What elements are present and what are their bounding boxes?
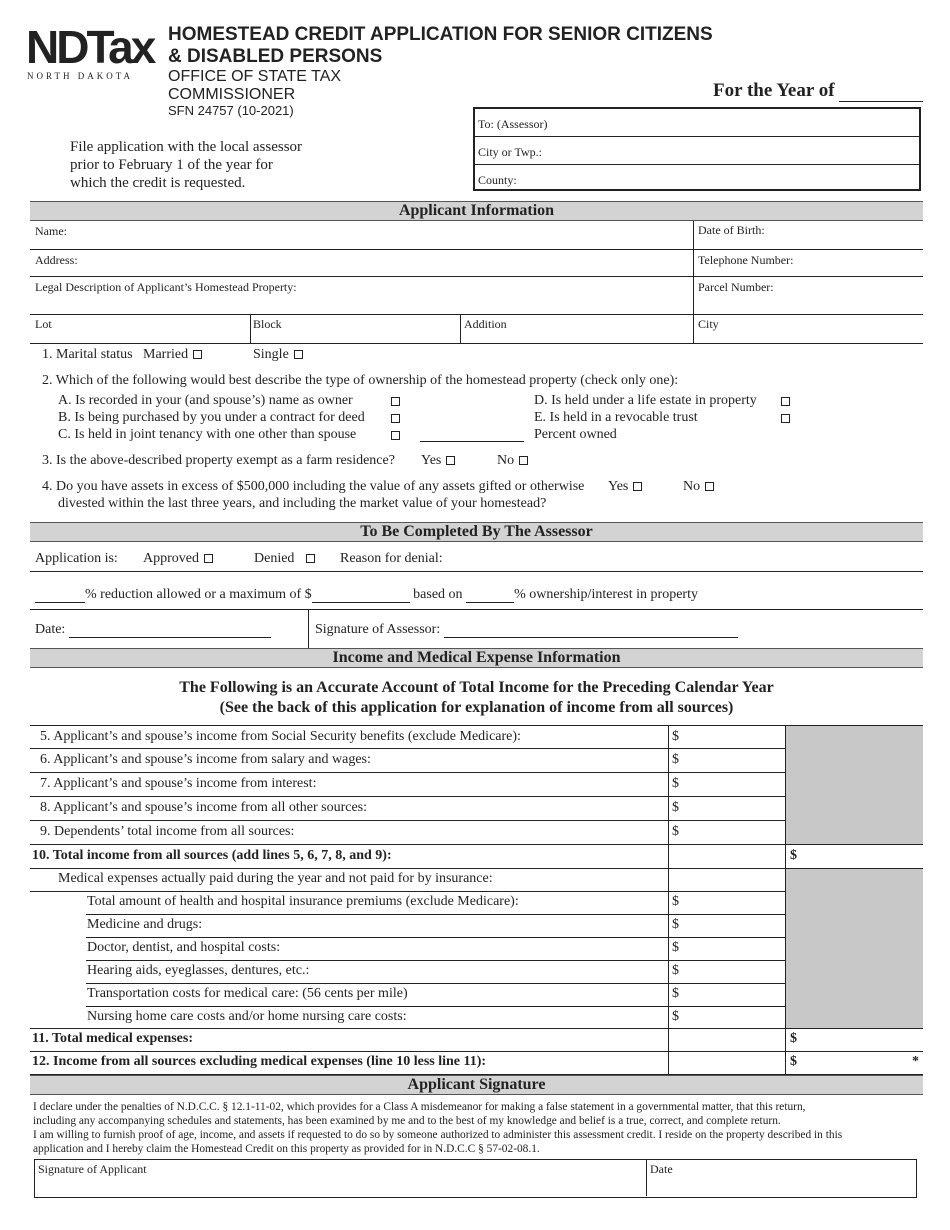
section-applicant-information: Applicant Information: [30, 201, 923, 221]
year-field[interactable]: [713, 80, 923, 102]
line-6-amount-input[interactable]: $: [672, 752, 679, 767]
max-amount-input[interactable]: [312, 590, 410, 603]
no-label: No: [683, 479, 701, 494]
q1-single-option[interactable]: [253, 347, 303, 363]
q2-label: 2. Which of the following would best describe the type of ownership of the homestead property (check only one):: [42, 373, 679, 388]
q1-married-option[interactable]: [143, 347, 202, 363]
reduction-text-b: based on: [413, 587, 463, 602]
transport-amount-input[interactable]: $: [672, 986, 679, 1001]
declaration-line: I declare under the penalties of N.D.C.C. § 12.1-11-02, which provides for a Class A misdemeanor for making a false statement in a governmental matter, that this return,: [33, 1101, 806, 1113]
q3-label: 3. Is the above-described property exempt as a farm residence?: [42, 453, 395, 468]
line-11-total-input[interactable]: $: [790, 1031, 797, 1046]
reduction-percent-input[interactable]: [35, 590, 85, 603]
single-label: Single: [253, 347, 289, 362]
parcel-number-field[interactable]: Parcel Number:: [698, 280, 774, 294]
file-note-line: prior to February 1 of the year for: [70, 157, 273, 173]
percent-owned-label: Percent owned: [534, 427, 617, 442]
q2e-checkbox[interactable]: [781, 414, 790, 423]
medical-hearing: Hearing aids, eyeglasses, dentures, etc.:: [87, 963, 310, 978]
ownership-percent-input[interactable]: [466, 590, 514, 603]
applicant-signature-field[interactable]: Signature of Applicant: [38, 1162, 147, 1176]
name-field[interactable]: Name:: [35, 224, 67, 238]
medical-intro: Medical expenses actually paid during the year and not paid for by insurance:: [58, 871, 493, 886]
dob-field[interactable]: Date of Birth:: [698, 223, 765, 237]
declaration-line: including any accompanying schedules and statements, has been examined by me and to the best of my knowledge and belief is a true, correct, and complete return.: [33, 1115, 781, 1127]
income-line-12: 12. Income from all sources excluding medical expenses (line 10 less line 11):: [32, 1054, 487, 1069]
income-line-9: 9. Dependents’ total income from all sources:: [40, 824, 295, 839]
q2a-checkbox[interactable]: [391, 397, 400, 406]
medical-medicine: Medicine and drugs:: [87, 917, 203, 932]
year-label: For the Year of: [713, 80, 835, 101]
q3-no-checkbox[interactable]: [519, 456, 528, 465]
file-note: [70, 138, 302, 192]
city-field[interactable]: City: [698, 317, 719, 331]
logo-mark: NDTax: [26, 21, 154, 73]
assessor-address-box: [473, 107, 921, 191]
q2c-checkbox[interactable]: [391, 431, 400, 440]
line-7-amount-input[interactable]: $: [672, 776, 679, 791]
q3-yes-option[interactable]: [421, 453, 455, 469]
approved-checkbox[interactable]: [204, 554, 213, 563]
reduction-text-a: % reduction allowed or a maximum of $: [85, 587, 312, 602]
hearing-amount-input[interactable]: $: [672, 963, 679, 978]
q4-yes-option[interactable]: [608, 479, 642, 495]
assessor-signature-field[interactable]: [315, 622, 738, 638]
county-field[interactable]: County:: [478, 173, 517, 187]
reduction-line: [35, 587, 698, 603]
form-title-1: HOMESTEAD CREDIT APPLICATION FOR SENIOR CITIZENS: [168, 24, 713, 45]
income-line-10: 10. Total income from all sources (add lines 5, 6, 7, 8, and 9):: [32, 848, 392, 863]
premiums-amount-input[interactable]: $: [672, 894, 679, 909]
declaration: [33, 1100, 842, 1156]
approved-option[interactable]: [143, 551, 213, 567]
married-label: Married: [143, 347, 189, 362]
q4-yes-checkbox[interactable]: [633, 482, 642, 491]
assessor-date-field[interactable]: [35, 622, 271, 638]
date-label: Date:: [35, 622, 66, 637]
q2d-checkbox[interactable]: [781, 397, 790, 406]
block-field[interactable]: Block: [253, 317, 282, 331]
income-heading-1: The Following is an Accurate Account of Total Income for the Preceding Calendar Year: [179, 679, 774, 696]
no-label: No: [497, 453, 515, 468]
medical-doctor: Doctor, dentist, and hospital costs:: [87, 940, 281, 955]
assessor-to-field[interactable]: To: (Assessor): [478, 117, 548, 131]
city-twp-field[interactable]: City or Twp.:: [478, 145, 542, 159]
line-5-amount-input[interactable]: $: [672, 729, 679, 744]
medical-premiums: Total amount of health and hospital insurance premiums (exclude Medicare):: [87, 894, 519, 909]
yes-label: Yes: [421, 453, 442, 468]
q3-yes-checkbox[interactable]: [446, 456, 455, 465]
denied-option[interactable]: [254, 551, 315, 567]
medical-nursing: Nursing home care costs and/or home nursing care costs:: [87, 1009, 407, 1024]
office-line-2: COMMISSIONER: [168, 86, 296, 103]
line-12-asterisk: *: [912, 1054, 919, 1069]
income-line-6: 6. Applicant’s and spouse’s income from salary and wages:: [40, 752, 371, 767]
percent-owned-input[interactable]: [420, 441, 524, 442]
q4-no-checkbox[interactable]: [705, 482, 714, 491]
income-line-11: 11. Total medical expenses:: [32, 1031, 194, 1046]
form-title-2: & DISABLED PERSONS: [168, 46, 383, 67]
q4-label-1: 4. Do you have assets in excess of $500,000 including the value of any assets gifted or otherwise: [42, 479, 585, 494]
denied-checkbox[interactable]: [306, 554, 315, 563]
income-line-8: 8. Applicant’s and spouse’s income from all other sources:: [40, 800, 367, 815]
addition-field[interactable]: Addition: [464, 317, 507, 331]
q2d-label: D. Is held under a life estate in property: [534, 393, 757, 408]
legal-description-field[interactable]: Legal Description of Applicant’s Homestead Property:: [35, 280, 297, 294]
line-10-total-input[interactable]: $: [790, 848, 797, 863]
section-income-medical: Income and Medical Expense Information: [30, 648, 923, 668]
line-12-total-input[interactable]: $: [790, 1054, 797, 1069]
file-note-line: which the credit is requested.: [70, 175, 246, 191]
office-line-1: OFFICE OF STATE TAX: [168, 68, 342, 85]
assessor-signature-label: Signature of Assessor:: [315, 622, 441, 637]
q3-no-option[interactable]: [497, 453, 528, 469]
section-applicant-signature: Applicant Signature: [30, 1075, 923, 1095]
income-line-7: 7. Applicant’s and spouse’s income from interest:: [40, 776, 317, 791]
q4-no-option[interactable]: [683, 479, 714, 495]
reduction-text-c: % ownership/interest in property: [514, 587, 698, 602]
yes-label: Yes: [608, 479, 629, 494]
doctor-amount-input[interactable]: $: [672, 940, 679, 955]
declaration-line: application and I hereby claim the Homestead Credit on this property as provided for in N.D.C.C § 57-02-08.1.: [33, 1143, 540, 1155]
medical-transport: Transportation costs for medical care: (56 cents per mile): [87, 986, 408, 1001]
reason-for-denial-field[interactable]: Reason for denial:: [340, 551, 443, 566]
q2e-label: E. Is held in a revocable trust: [534, 410, 698, 425]
approved-label: Approved: [143, 551, 199, 566]
lot-field[interactable]: Lot: [35, 317, 52, 331]
married-checkbox[interactable]: [193, 350, 202, 359]
logo: [26, 21, 154, 86]
q2c-label: C. Is held in joint tenancy with one other than spouse: [58, 427, 357, 442]
section-assessor: To Be Completed By The Assessor: [30, 522, 923, 542]
q4-label-2: divested within the last three years, and including the market value of your homestead?: [58, 496, 547, 511]
application-is-label: Application is:: [35, 551, 118, 566]
form-number: SFN 24757 (10-2021): [168, 103, 294, 118]
q2b-label: B. Is being purchased by you under a contract for deed: [58, 410, 365, 425]
declaration-line: I am willing to furnish proof of age, income, and assets if requested to do so by someone authorized to administer this assessment credit. I reside on the property described in this: [33, 1129, 843, 1141]
q1-label: 1. Marital status: [42, 347, 133, 362]
line-9-amount-input[interactable]: $: [672, 824, 679, 839]
medicine-amount-input[interactable]: $: [672, 917, 679, 932]
line-8-amount-input[interactable]: $: [672, 800, 679, 815]
q2b-checkbox[interactable]: [391, 414, 400, 423]
applicant-date-field[interactable]: Date: [650, 1162, 673, 1176]
signature-box: [34, 1159, 917, 1198]
income-line-5: 5. Applicant’s and spouse’s income from Social Security benefits (exclude Medicare):: [40, 729, 521, 744]
address-field[interactable]: Address:: [35, 253, 78, 267]
logo-subtitle: NORTH DAKOTA: [27, 71, 133, 81]
file-note-line: File application with the local assessor: [70, 139, 303, 155]
phone-field[interactable]: Telephone Number:: [698, 253, 794, 267]
nursing-amount-input[interactable]: $: [672, 1009, 679, 1024]
denied-label: Denied: [254, 551, 295, 566]
income-heading-2: (See the back of this application for explanation of income from all sources): [219, 699, 734, 716]
single-checkbox[interactable]: [294, 350, 303, 359]
q2a-label: A. Is recorded in your (and spouse’s) name as owner: [58, 393, 353, 408]
